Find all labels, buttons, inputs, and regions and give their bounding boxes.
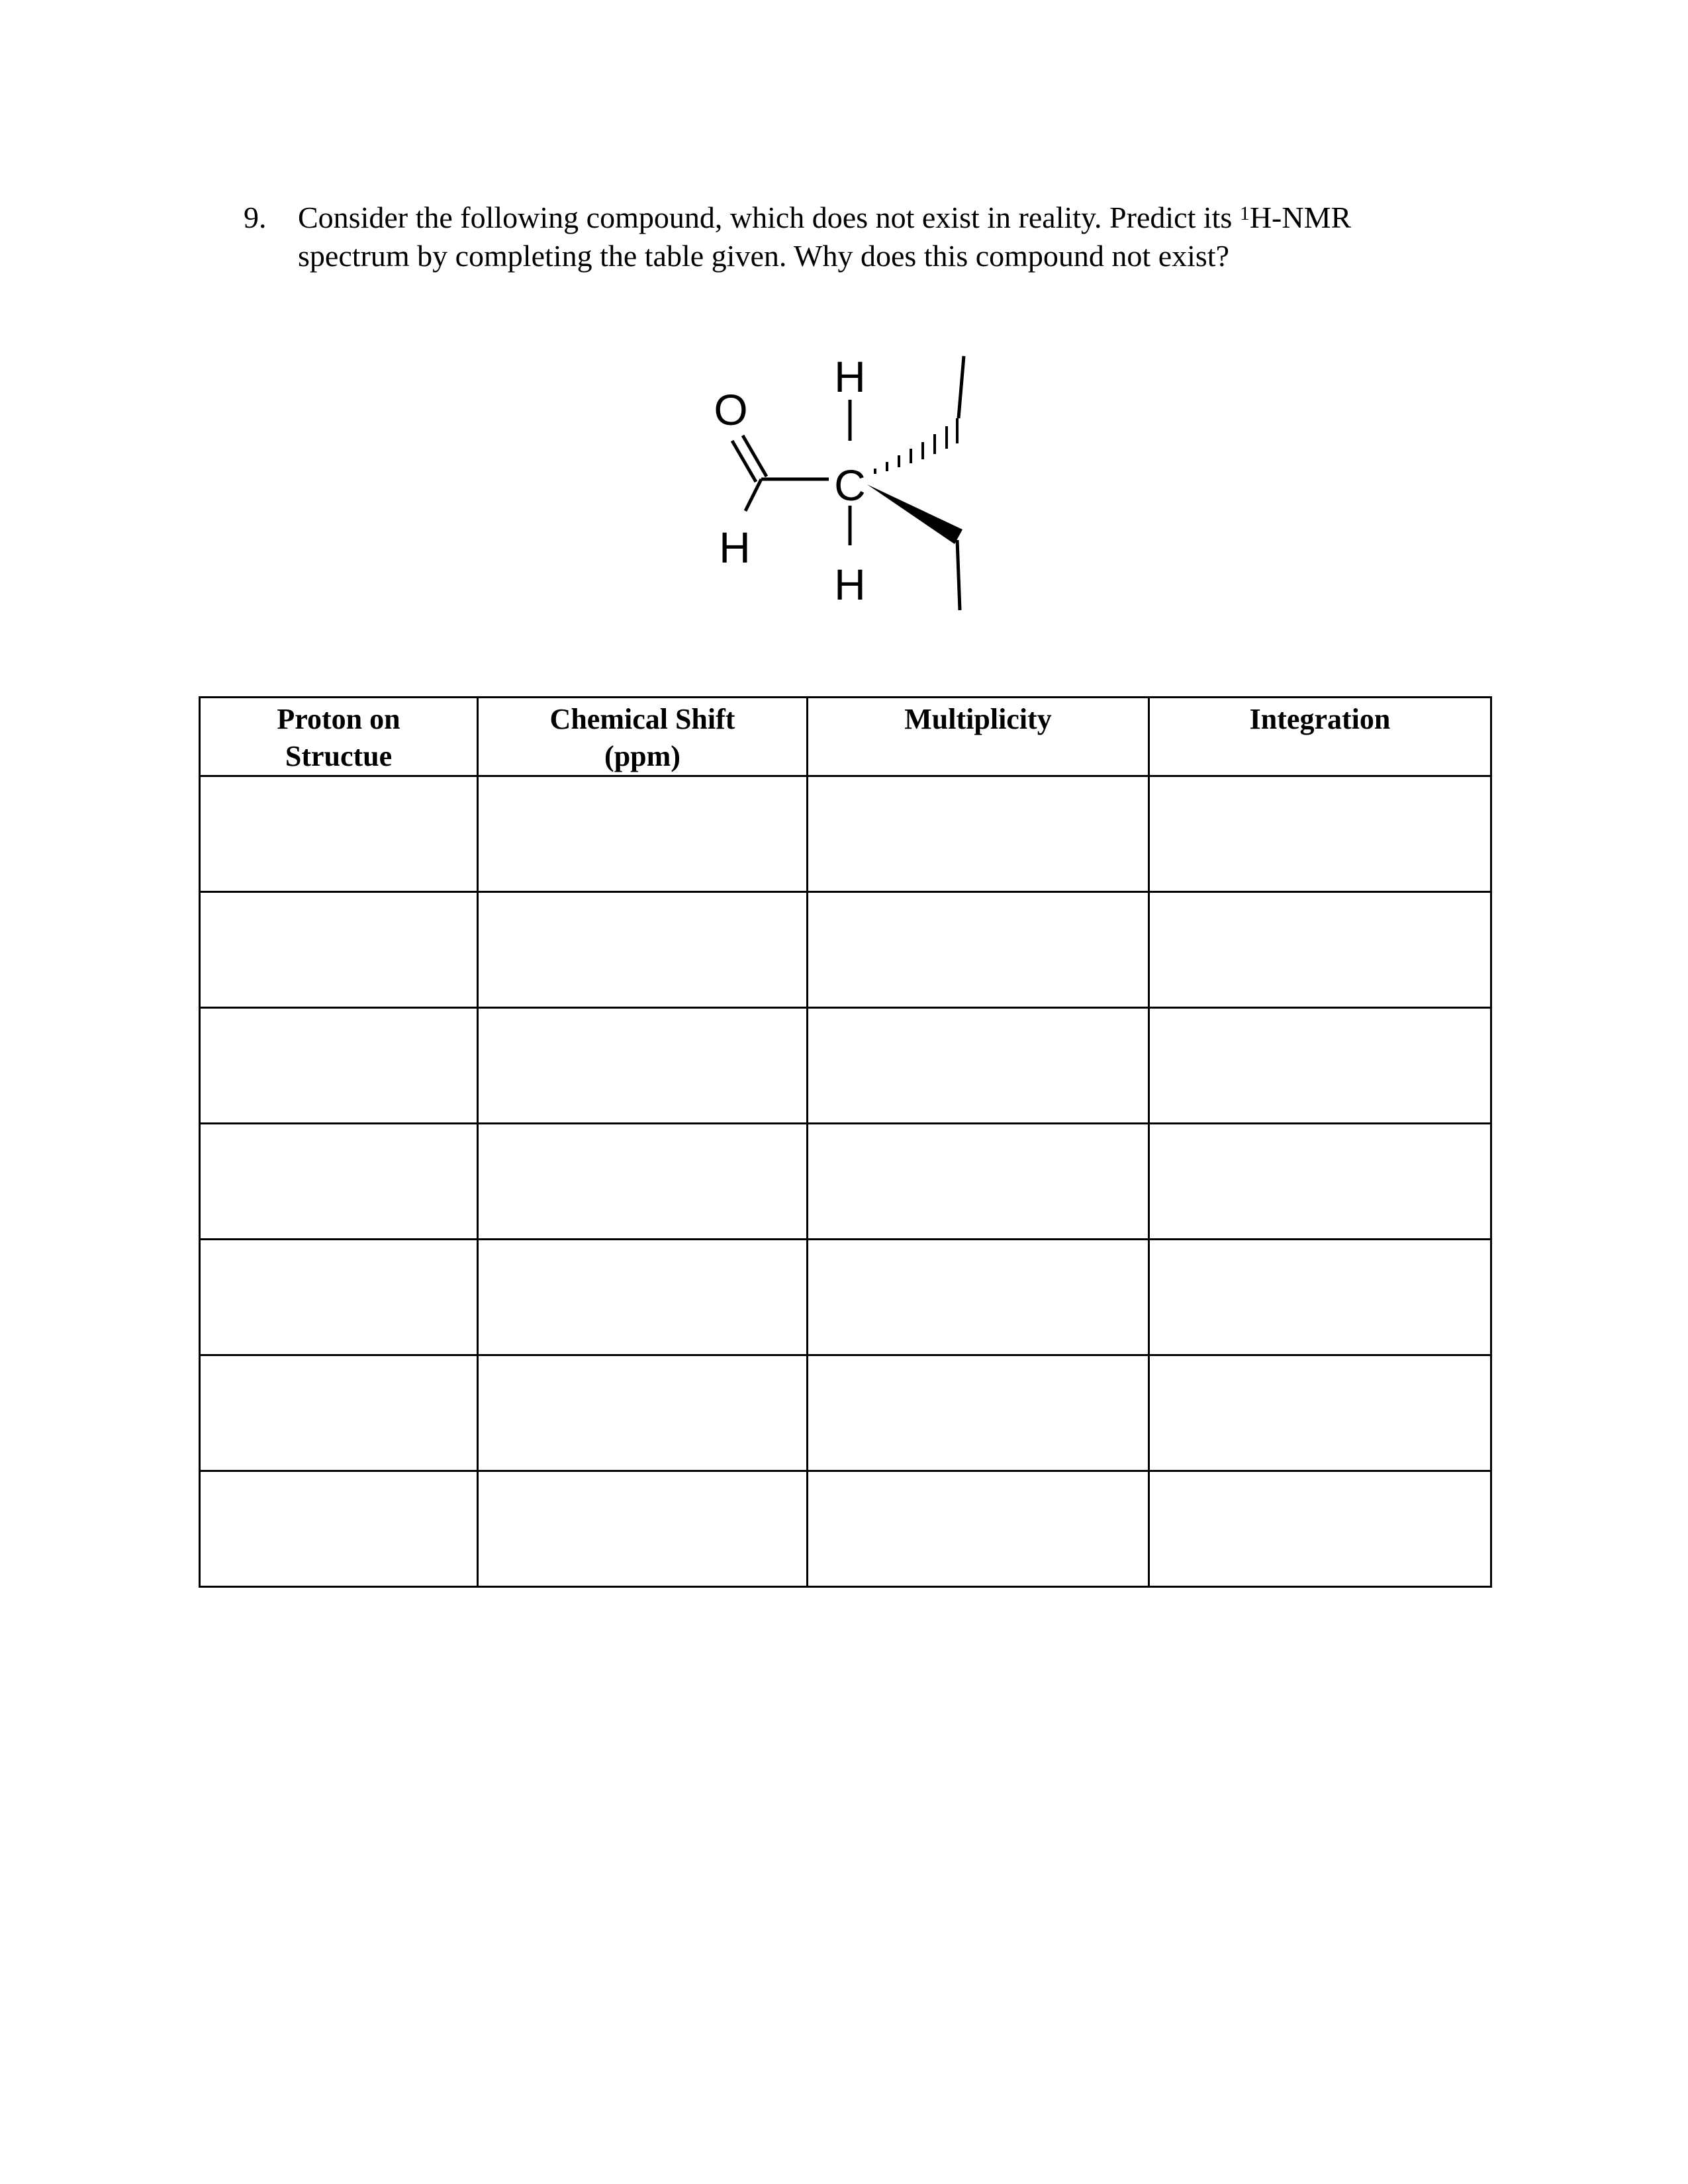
oxygen-atom-label: O: [714, 385, 748, 434]
table-row: [200, 1240, 1491, 1355]
cell-multiplicity[interactable]: [808, 1355, 1149, 1471]
question-text: [298, 199, 1501, 275]
table-row: [200, 892, 1491, 1008]
cell-chemical-shift[interactable]: [478, 776, 808, 892]
solid-wedge-bond: [867, 484, 962, 544]
lower-ethyl-bond: [957, 540, 960, 610]
cell-chemical-shift[interactable]: [478, 1240, 808, 1355]
question-line1-end: H-NMR: [1249, 201, 1352, 234]
cell-integration[interactable]: [1149, 1240, 1491, 1355]
cell-multiplicity[interactable]: [808, 892, 1149, 1008]
cell-proton[interactable]: [200, 1124, 478, 1240]
table-header-row: [200, 698, 1491, 776]
bottom-hydrogen-label: H: [834, 560, 866, 609]
nmr-table: [199, 696, 1492, 1588]
cell-chemical-shift[interactable]: [478, 1124, 808, 1240]
cell-multiplicity[interactable]: [808, 1471, 1149, 1587]
cell-integration[interactable]: [1149, 1008, 1491, 1124]
question-line2-text: spectrum by completing the table given. Why does this compound not exist?: [298, 239, 1229, 273]
cell-proton[interactable]: [200, 892, 478, 1008]
question-number: 9.: [244, 201, 267, 234]
header-integration: Integration: [1149, 698, 1491, 776]
cell-proton[interactable]: [200, 1240, 478, 1355]
cell-proton[interactable]: [200, 1355, 478, 1471]
carbonyl-bond-1: [743, 435, 767, 477]
cell-chemical-shift[interactable]: [478, 892, 808, 1008]
cell-chemical-shift[interactable]: [478, 1355, 808, 1471]
cell-chemical-shift[interactable]: [478, 1471, 808, 1587]
central-carbon-label: C: [834, 461, 866, 510]
header-chemical-shift: Chemical Shift (ppm): [478, 698, 808, 776]
cell-multiplicity[interactable]: [808, 1124, 1149, 1240]
cell-integration[interactable]: [1149, 1124, 1491, 1240]
carbonyl-bond-2: [732, 441, 756, 482]
cell-integration[interactable]: [1149, 776, 1491, 892]
question-line1-text: Consider the following compound, which does not exist in reality. Predict its: [298, 201, 1240, 234]
header-proton-on-structure: Proton on Structue: [200, 698, 478, 776]
cell-proton[interactable]: [200, 1471, 478, 1587]
cell-multiplicity[interactable]: [808, 1240, 1149, 1355]
table-row: [200, 1008, 1491, 1124]
cell-proton[interactable]: [200, 776, 478, 892]
cell-integration[interactable]: [1149, 1355, 1491, 1471]
upper-ethyl-bond: [959, 356, 964, 418]
aldehyde-h-bond: [745, 479, 761, 511]
header-multiplicity: Multiplicity: [808, 698, 1149, 776]
isotope-superscript: 1: [1239, 203, 1250, 224]
top-hydrogen-label: H: [834, 352, 866, 401]
cell-integration[interactable]: [1149, 892, 1491, 1008]
table-row: [200, 776, 1491, 892]
cell-integration[interactable]: [1149, 1471, 1491, 1587]
table-row: [200, 1124, 1491, 1240]
chemical-structure: [688, 344, 1019, 622]
table-row: [200, 1471, 1491, 1587]
hashed-wedge-bond: [875, 418, 957, 474]
aldehyde-hydrogen-label: H: [719, 523, 751, 572]
table-row: [200, 1355, 1491, 1471]
cell-proton[interactable]: [200, 1008, 478, 1124]
question-block: [244, 199, 1501, 275]
structure-drawing: [688, 344, 1019, 622]
cell-multiplicity[interactable]: [808, 1008, 1149, 1124]
cell-multiplicity[interactable]: [808, 776, 1149, 892]
cell-chemical-shift[interactable]: [478, 1008, 808, 1124]
